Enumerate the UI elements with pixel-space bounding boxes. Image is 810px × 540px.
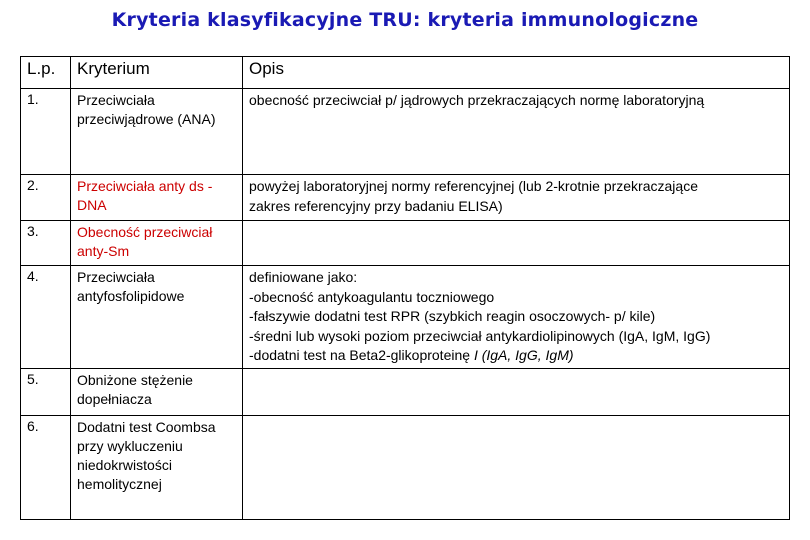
description-line: obecność przeciwciał p/ jądrowych przekraczających normę laboratoryjną: [249, 92, 705, 108]
criterion-description: [243, 266, 790, 369]
criterion-name: Przeciwciała przeciwjądrowe (ANA): [71, 89, 243, 175]
table-row: [21, 266, 790, 369]
table-row: [21, 369, 790, 416]
row-number: 5.: [21, 369, 71, 416]
criterion-name: Obecność przeciwciał anty-Sm: [71, 221, 243, 266]
table-row: [21, 221, 790, 266]
criteria-table: [20, 56, 790, 520]
criterion-name: Dodatni test Coombsa przy wykluczeniu niedokrwistości hemolitycznej: [71, 416, 243, 520]
description-line: -średni lub wysoki poziom przeciwciał antykardiolipinowych (IgA, IgM, IgG): [249, 327, 711, 344]
criterion-description: [243, 369, 790, 416]
criterion-description: [243, 221, 790, 266]
table-row: [21, 89, 790, 175]
row-number: 1.: [21, 89, 71, 175]
description-line: definiowane jako:: [249, 269, 358, 285]
criterion-name: Przeciwciała anty ds -DNA: [71, 175, 243, 221]
row-number: 2.: [21, 175, 71, 221]
table-row: [21, 416, 790, 520]
criterion-name: Obniżone stężenie dopełniacza: [71, 369, 243, 416]
row-number: 3.: [21, 221, 71, 266]
description-line: powyżej laboratoryjnej normy referencyjnej (lub 2-krotnie przekraczające: [249, 178, 698, 194]
page-title: Kryteria klasyfikacyjne TRU: kryteria immunologiczne: [111, 9, 699, 31]
table-header-row: [21, 57, 790, 89]
description-line: -obecność antykoagulantu toczniowego: [249, 288, 495, 305]
header-opis: Opis: [243, 57, 790, 89]
criterion-description: [243, 89, 790, 175]
description-text: -dodatni test na Beta2-glikoproteinę: [249, 347, 471, 363]
header-kryterium: Kryterium: [71, 57, 243, 89]
criterion-description: [243, 416, 790, 520]
row-number: 4.: [21, 266, 71, 369]
criterion-description: [243, 175, 790, 221]
description-line: [249, 346, 783, 366]
row-number: 6.: [21, 416, 71, 520]
description-line: zakres referencyjny przy badaniu ELISA): [249, 197, 503, 214]
description-text-italic: I (IgA, IgG, IgM): [473, 347, 574, 363]
table-row: [21, 175, 790, 221]
header-lp: L.p.: [21, 57, 71, 89]
criterion-name: Przeciwciała antyfosfolipidowe: [71, 266, 243, 369]
description-line: -fałszywie dodatni test RPR (szybkich reagin osoczowych- p/ kile): [249, 308, 656, 324]
